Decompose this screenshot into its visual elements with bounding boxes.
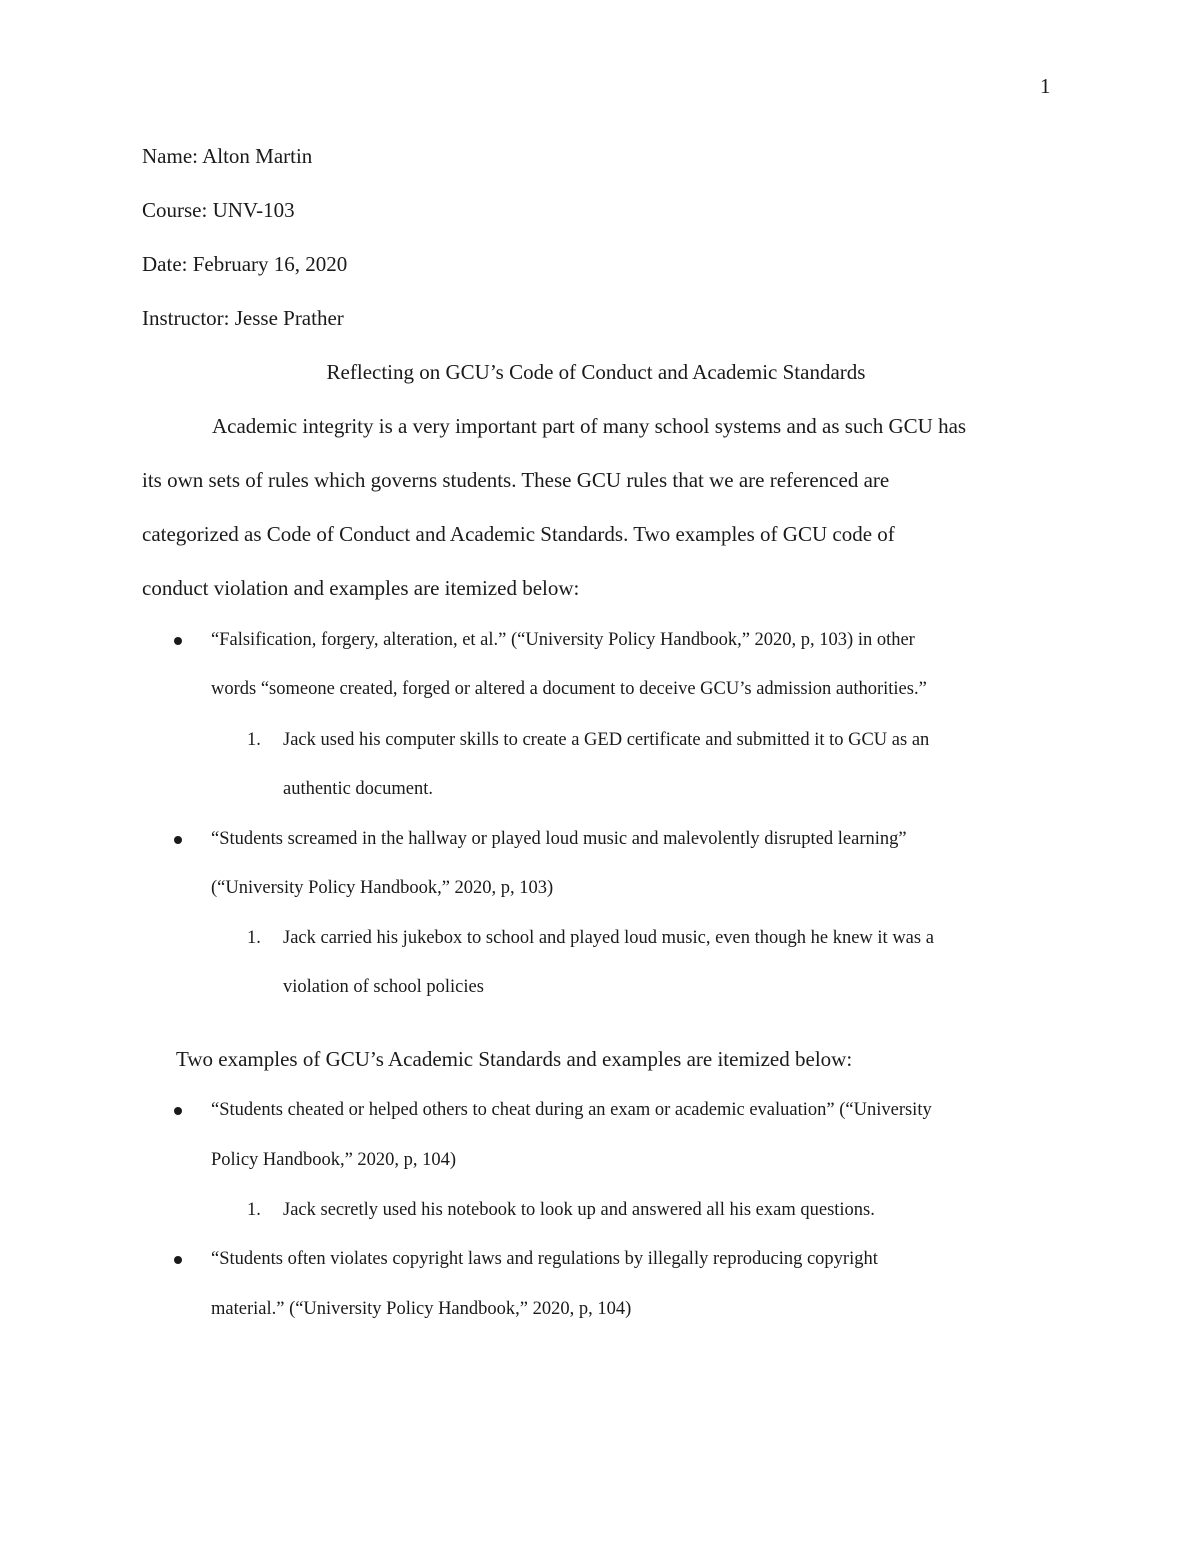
intro-line: its own sets of rules which governs students. These GCU rules that we are referenced are: [142, 468, 890, 492]
conduct-item-line: “Students screamed in the hallway or played loud music and malevolently disrupted learning”: [211, 829, 907, 849]
bullet-icon: [174, 1107, 182, 1115]
intro-line: categorized as Code of Conduct and Academic Standards. Two examples of GCU code of: [142, 522, 895, 546]
example-line: Jack secretly used his notebook to look up and answered all his exam questions.: [283, 1200, 875, 1220]
academic-intro: Two examples of GCU’s Academic Standards and examples are itemized below:: [176, 1047, 853, 1071]
academic-item-line: material.” (“University Policy Handbook,” 2020, p, 104): [211, 1299, 632, 1319]
example-line: Jack carried his jukebox to school and played loud music, even though he knew it was a: [283, 928, 934, 948]
instructor-name: Instructor: Jesse Prather: [142, 306, 344, 330]
conduct-item-line: (“University Policy Handbook,” 2020, p, 103): [211, 878, 554, 898]
document-title: Reflecting on GCU’s Code of Conduct and Academic Standards: [326, 360, 866, 384]
example-line: authentic document.: [283, 779, 434, 799]
student-name: Name: Alton Martin: [142, 144, 313, 168]
academic-item-line: “Students cheated or helped others to cheat during an exam or academic evaluation” (“University: [211, 1100, 932, 1120]
academic-item-line: “Students often violates copyright laws and regulations by illegally reproducing copyright: [211, 1249, 878, 1269]
bullet-icon: [174, 836, 182, 844]
page-number: 1: [1040, 74, 1051, 98]
course-code: Course: UNV-103: [142, 198, 295, 222]
example-number: 1.: [247, 730, 261, 750]
submission-date: Date: February 16, 2020: [142, 252, 348, 276]
academic-item-line: Policy Handbook,” 2020, p, 104): [211, 1150, 457, 1170]
conduct-item-line: “Falsification, forgery, alteration, et al.” (“University Policy Handbook,” 2020, p, 103) in other: [211, 630, 915, 650]
bullet-icon: [174, 637, 182, 645]
bullet-icon: [174, 1256, 182, 1264]
intro-line: Academic integrity is a very important part of many school systems and as such GCU has: [212, 414, 967, 438]
example-number: 1.: [247, 928, 261, 948]
example-line: violation of school policies: [283, 977, 484, 997]
example-line: Jack used his computer skills to create a GED certificate and submitted it to GCU as an: [283, 730, 930, 750]
example-number: 1.: [247, 1200, 261, 1220]
conduct-item-line: words “someone created, forged or altered a document to deceive GCU’s admission authorities.”: [211, 679, 927, 699]
intro-line: conduct violation and examples are itemized below:: [142, 576, 580, 600]
